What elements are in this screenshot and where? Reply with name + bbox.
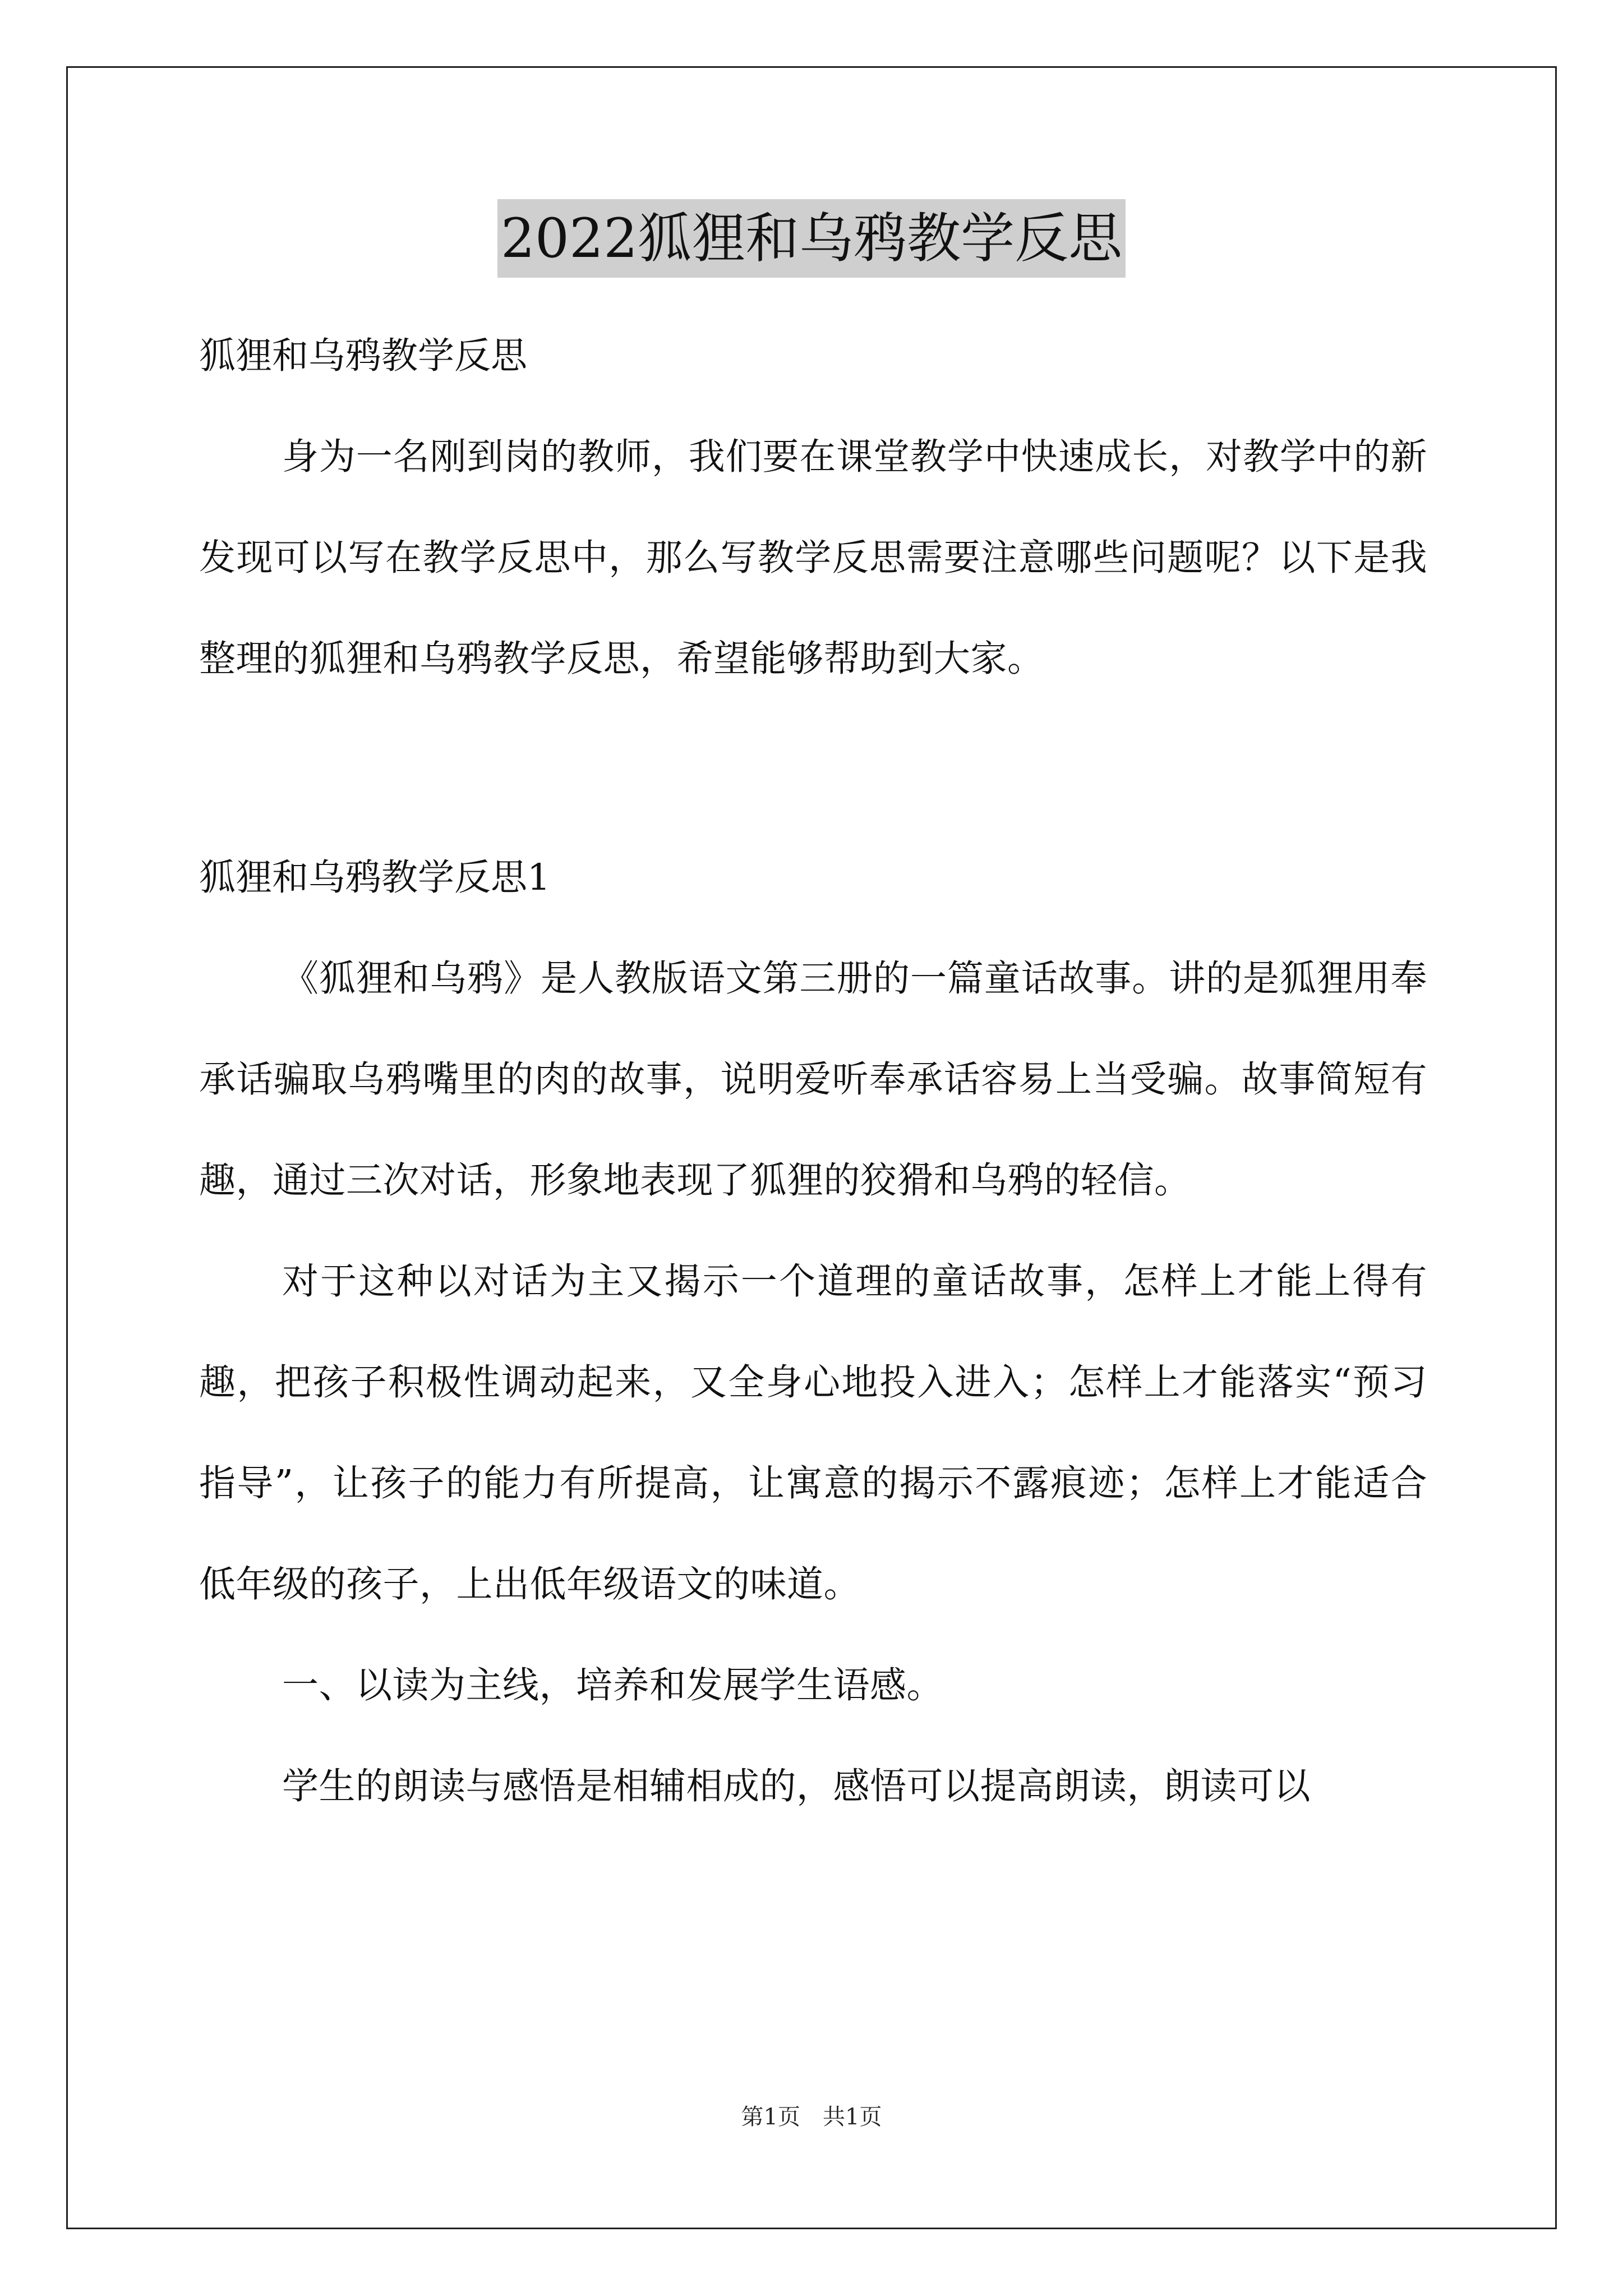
document-body — [199, 306, 1427, 1837]
document-subtitle: 狐狸和乌鸦教学反思 — [199, 335, 528, 377]
paragraph-4: 学生的朗读与感悟是相辅相成的，感悟可以提高朗读，朗读可以 — [282, 1765, 1311, 1807]
page-footer: 第1页 共1页 — [741, 2104, 882, 2130]
paragraph-2: 对于这种以对话为主又揭示一个道理的童话故事，怎样上才能上得有趣，把孩子积极性调动起来，又全身心地投入进入；怎样上才能落实“预习指导”，让孩子的能力有所提高，让寓意的揭示不露痕迹；怎样上才能适合低年级的孩子，上出低年级语文的味道。 — [199, 1260, 1427, 1605]
section-gap — [199, 710, 1427, 827]
title-container — [0, 199, 1623, 278]
document-title: 2022狐狸和乌鸦教学反思 — [497, 199, 1126, 278]
intro-paragraph: 身为一名刚到岗的教师，我们要在课堂教学中快速成长，对教学中的新发现可以写在教学反思中，那么写教学反思需要注意哪些问题呢？以下是我整理的狐狸和乌鸦教学反思，希望能够帮助到大家。 — [199, 436, 1427, 680]
paragraph-1: 《狐狸和乌鸦》是人教版语文第三册的一篇童话故事。讲的是狐狸用奉承话骗取乌鸦嘴里的肉的故事，说明爱听奉承话容易上当受骗。故事简短有趣，通过三次对话，形象地表现了狐狸的狡猾和乌鸦的轻信。 — [199, 958, 1427, 1202]
paragraph-3: 一、以读为主线，培养和发展学生语感。 — [282, 1664, 944, 1706]
section-heading: 狐狸和乌鸦教学反思1 — [199, 857, 551, 899]
